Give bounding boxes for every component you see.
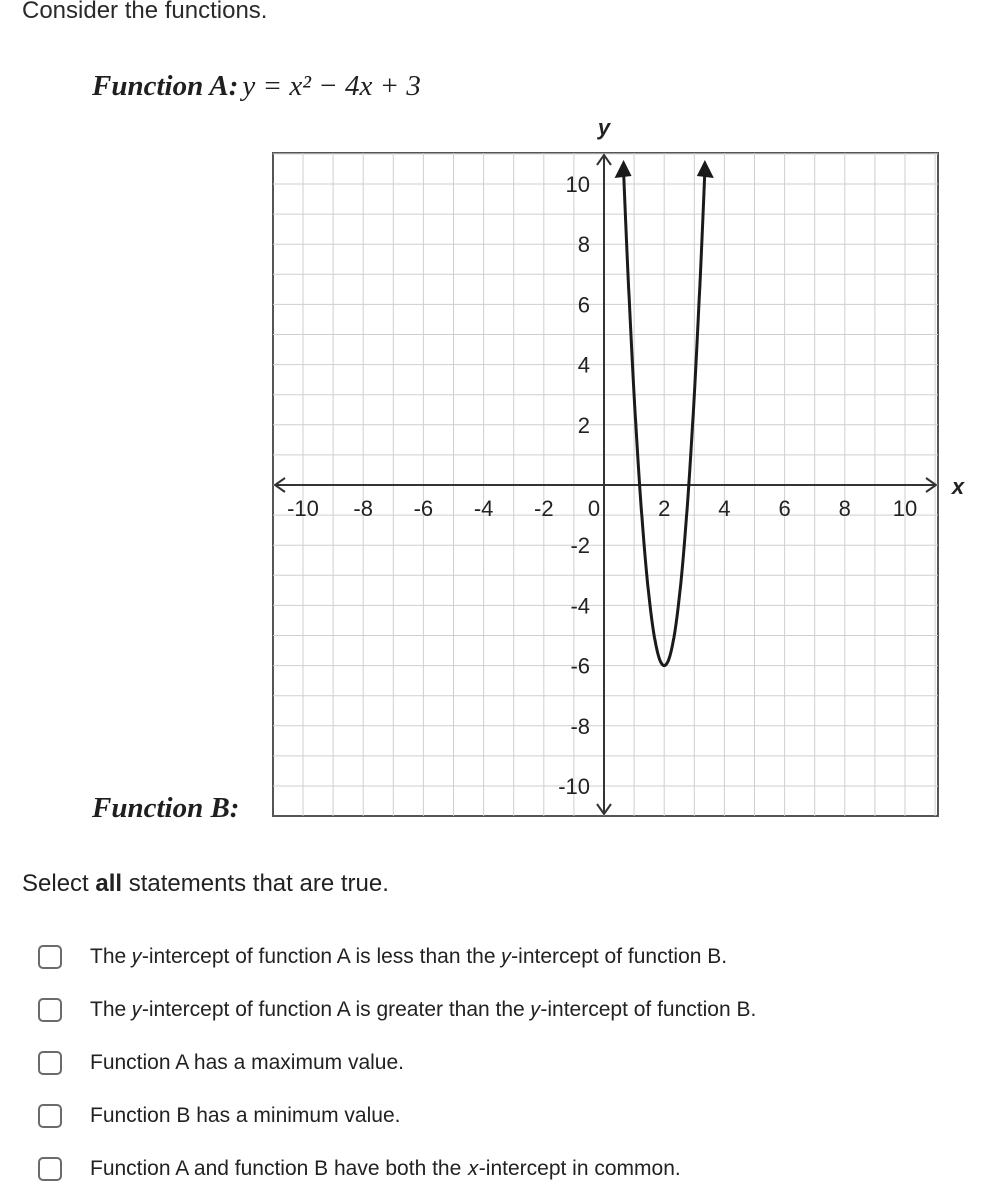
x-tick-label: -4: [473, 496, 494, 521]
y-tick-label: -4: [570, 593, 590, 619]
x-tick-label: -8: [353, 496, 373, 521]
x-tick-label: 6: [778, 496, 791, 521]
function-a-equation: y = x² − 4x + 3: [242, 70, 421, 102]
x-tick-label: -10: [287, 496, 319, 521]
prompt: [22, 870, 389, 898]
x-tick-label: -2: [534, 496, 554, 521]
y-tick-label: 10: [565, 172, 590, 197]
prompt-bold: all: [95, 870, 123, 897]
x-tick-label: 10: [892, 496, 918, 521]
y-tick-label: 2: [577, 412, 590, 438]
option-label: The 𝑦-intercept of function A is less than the 𝑦-intercept of function B.: [90, 944, 728, 968]
x-tick-label: 4: [718, 496, 731, 521]
y-axis-label: y: [597, 115, 611, 140]
x-tick-label: 2: [658, 496, 671, 521]
intro-text: Consider the functions.: [22, 0, 268, 24]
option-5[interactable]: [38, 1142, 978, 1195]
y-tick-label: 6: [577, 292, 590, 318]
prompt-before: Select: [22, 870, 96, 897]
checkbox[interactable]: [38, 1157, 62, 1181]
y-tick-label: -10: [558, 774, 590, 799]
options-list: [38, 930, 978, 1195]
checkbox[interactable]: [38, 1104, 62, 1128]
option-label: The 𝑦-intercept of function A is greater than the 𝑦-intercept of function B.: [90, 997, 757, 1021]
option-4[interactable]: [38, 1089, 978, 1142]
option-3[interactable]: [38, 1036, 978, 1089]
y-tick-label: -2: [570, 533, 590, 559]
x-tick-label: 8: [838, 496, 851, 521]
y-tick-label: -8: [570, 713, 590, 739]
function-b-label: Function B:: [92, 792, 240, 824]
option-2[interactable]: [38, 983, 978, 1036]
checkbox[interactable]: [38, 1051, 62, 1075]
option-1[interactable]: [38, 930, 978, 983]
y-tick-label: -6: [570, 653, 590, 679]
option-label: Function A has a maximum value.: [90, 1050, 404, 1074]
x-tick-label: 0: [587, 496, 601, 521]
y-tick-label: 8: [577, 232, 590, 258]
x-tick-label: -6: [413, 496, 434, 521]
option-label: Function A and function B have both the 𝑥-intercept in common.: [90, 1156, 681, 1180]
function-a-label: Function A:: [92, 70, 239, 102]
option-label: Function B has a minimum value.: [90, 1103, 401, 1127]
checkbox[interactable]: [38, 998, 62, 1022]
y-tick-label: 4: [577, 352, 590, 378]
x-axis-label: x: [951, 474, 965, 499]
checkbox[interactable]: [38, 945, 62, 969]
prompt-after: statements that are true.: [122, 870, 389, 897]
